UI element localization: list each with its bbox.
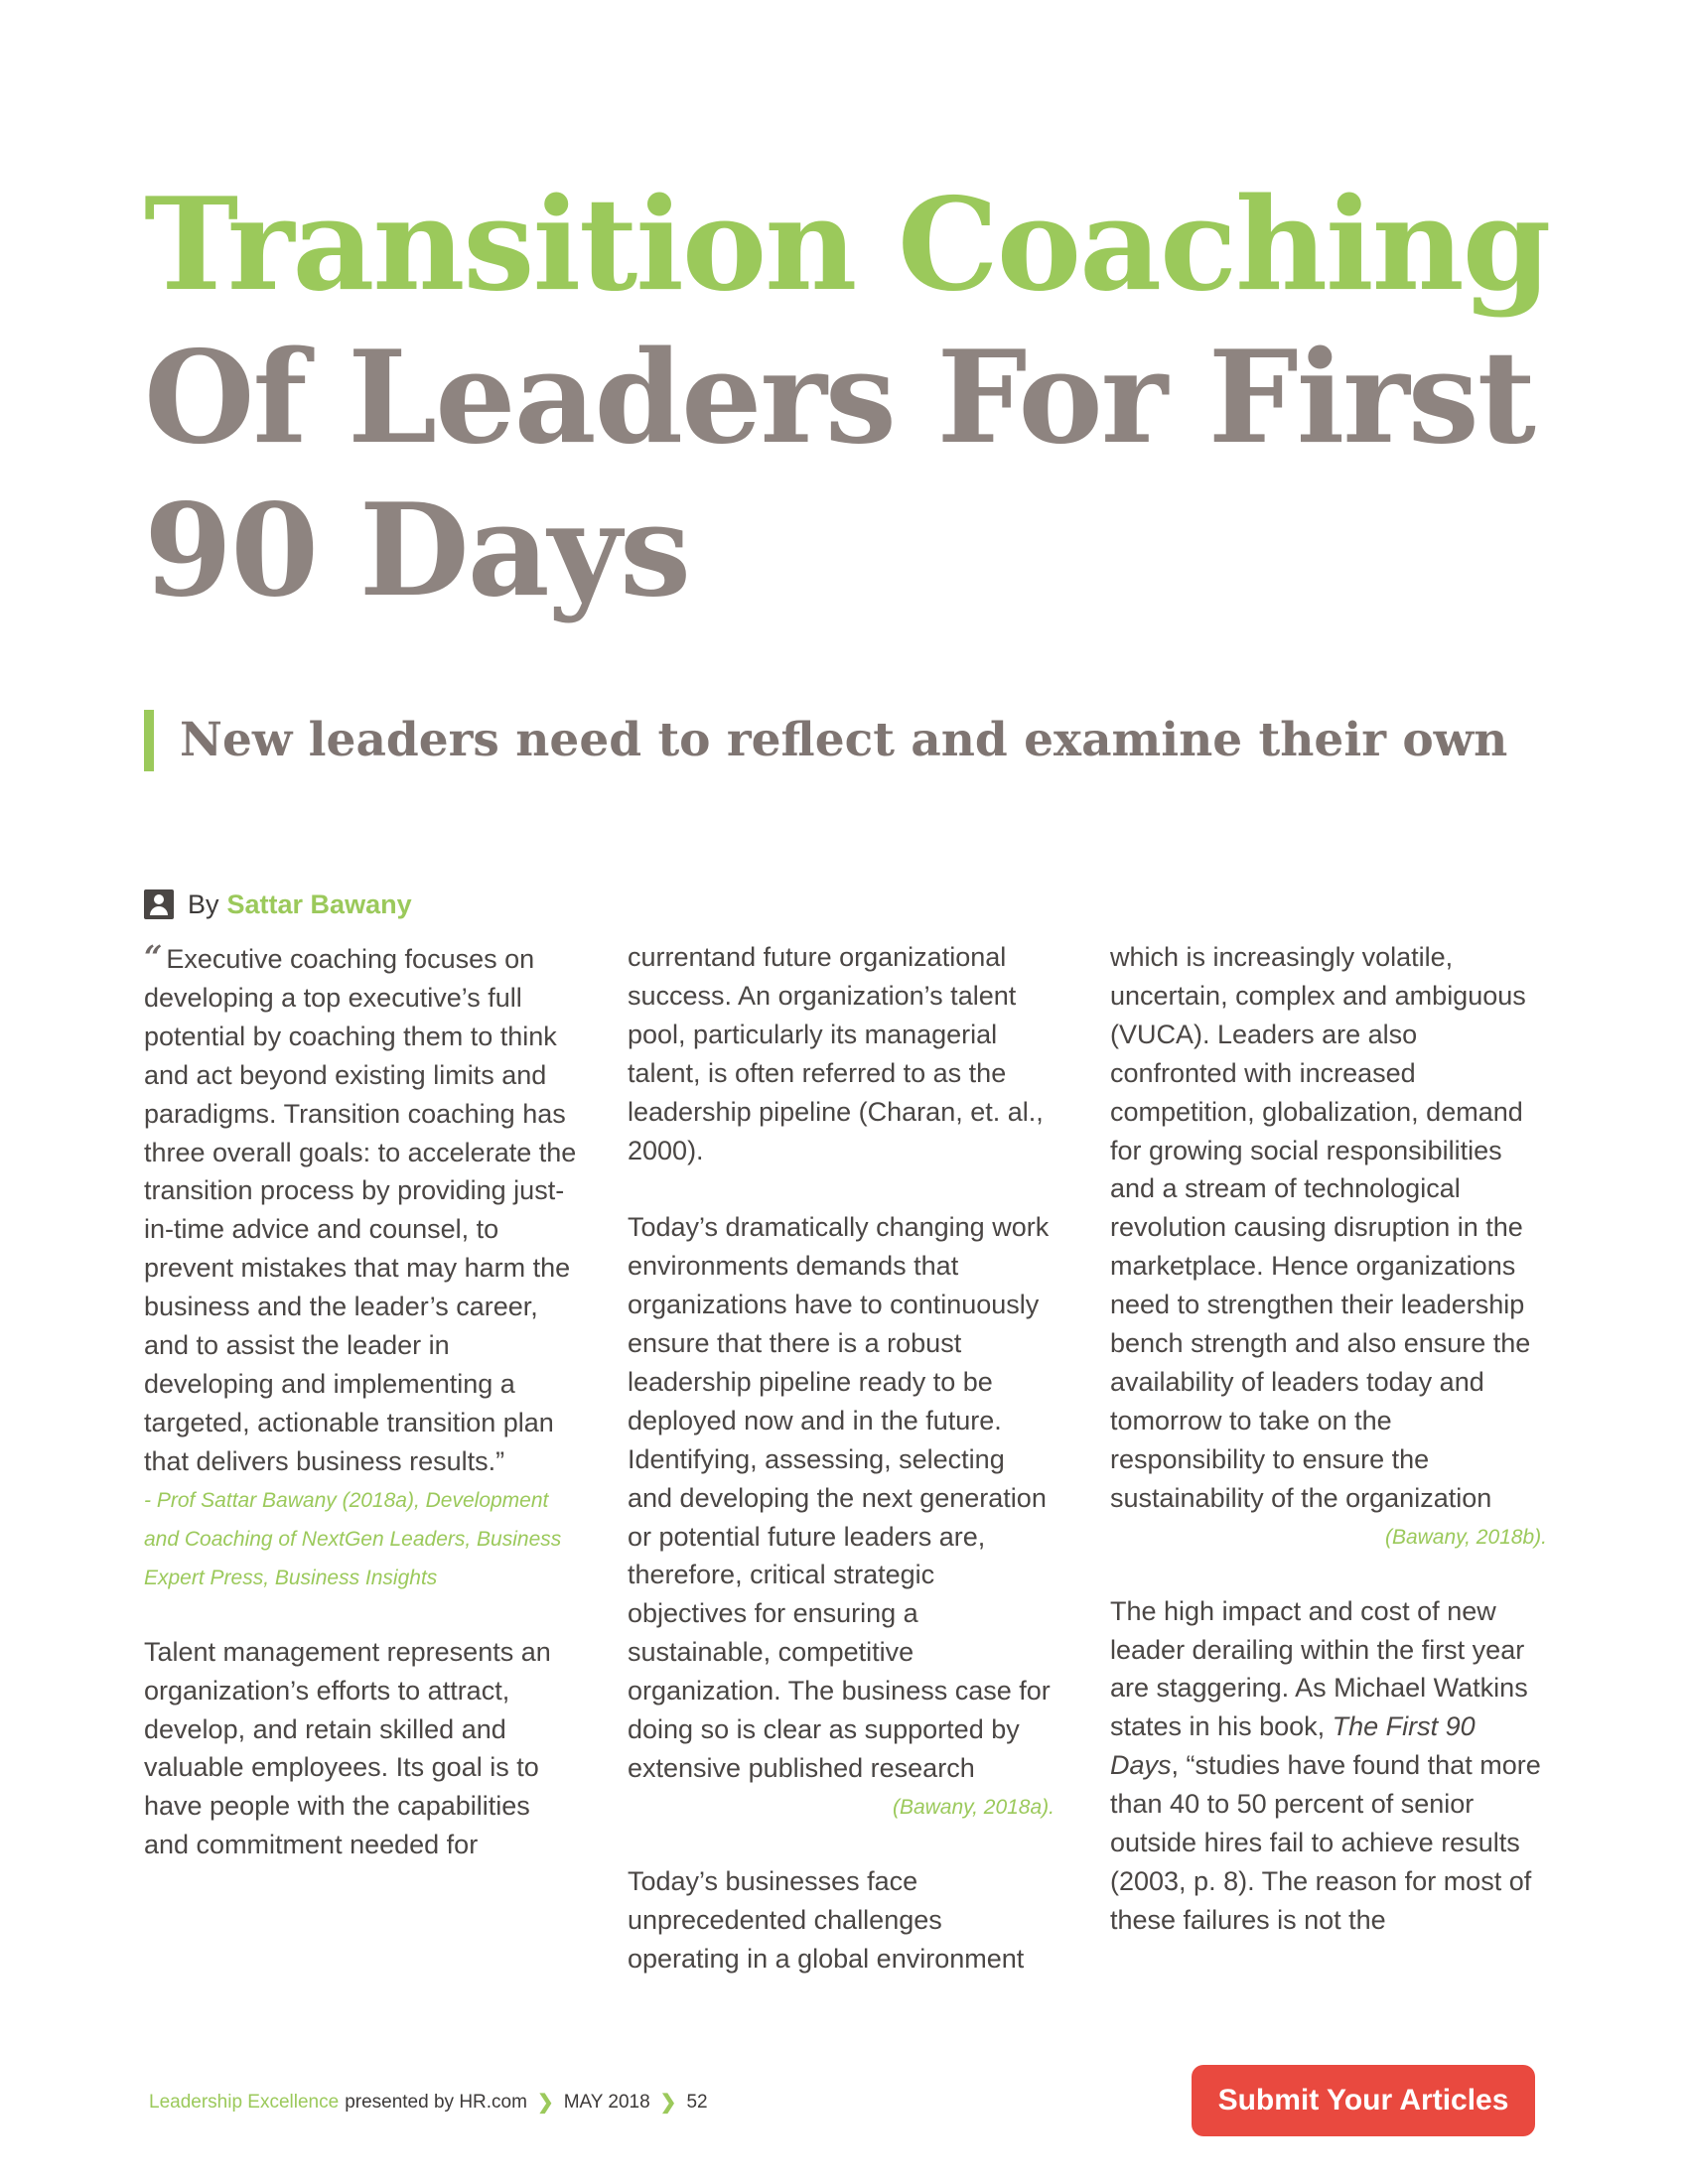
paragraph: Today’s dramatically changing work environments demands that organizations have to continuously ensure that there is a robust leadership pipeline ready to be deployed now and in the future. Identifying, assessing, selecting and developing the next generation or potential future leaders are, therefore, critical strategic objectives for ensuring a sustainable, competitive organization. The business case for doing so is clear as supported by extensive published research <box>628 1212 1051 1784</box>
user-icon <box>144 889 174 919</box>
opening-quote <box>144 938 581 1481</box>
page-number: 52 <box>686 2091 708 2113</box>
title-line-2: Of Leaders For First <box>144 324 1534 473</box>
column-3 <box>1110 938 1547 1940</box>
byline-prefix: By <box>188 888 219 919</box>
paragraph: which is increasingly volatile, uncertain, complex and ambiguous (VUCA). Leaders are also confronted with increased competition, globalization, demand for growing social responsibilities and a stream of technological revolution causing disruption in the marketplace. Hence organizations need to strengthen their leadership bench strength and also ensure the availability of leaders today and tomorrow to take on the responsibility to ensure the sustainability of the organization <box>1110 942 1531 1513</box>
quote-mark-icon: “ <box>144 938 163 976</box>
paragraph: currentand future organizational success. An organization’s talent pool, particularly its managerial talent, is often referred to as the leadership pipeline (Charan, et. al., 2000). <box>628 942 1044 1165</box>
citation: (Bawany, 2018a). <box>892 1795 1055 1819</box>
page-footer <box>149 2090 708 2115</box>
citation: (Bawany, 2018b). <box>1384 1525 1547 1549</box>
author-name: Sattar Bawany <box>226 888 412 919</box>
footer-presented: presented by HR.com <box>345 2091 527 2113</box>
paragraph: Today’s businesses face unprecedented challenges operating in a global environment <box>628 1865 1025 1974</box>
byline <box>144 887 412 922</box>
footer-issue: MAY 2018 <box>563 2091 650 2113</box>
title-line-1: Transition Coaching <box>144 171 1550 320</box>
chevron-right-icon: ❯ <box>659 2092 677 2114</box>
title-line-3: 90 Days <box>144 477 690 625</box>
paragraph: Talent management represents an organization’s efforts to attract, develop, and retain skilled and valuable employees. Its goal is to have people with the capabilities and commitment needed for <box>144 1636 551 1860</box>
paragraph: The high impact and cost of new leader derailing within the first year are staggering. As Michael Watkins states in his book, The First 90 Days, “studies have found that more than 40 to 50 percent of senior outside hires fail to achieve results (2003, p. 8). The reason for most of these failures is not the <box>1110 1595 1541 1935</box>
quote-citation: - Prof Sattar Bawany (2018a), Development and Coaching of NextGen Leaders, Business Expert Press, Business Insights <box>144 1488 562 1589</box>
article-title <box>144 169 1584 627</box>
chevron-right-icon: ❯ <box>536 2092 554 2114</box>
column-2 <box>628 938 1055 1979</box>
quote-text: Executive coaching focuses on developing a top executive’s full potential by coaching them to think and act beyond existing limits and paradigms. Transition coaching has three overall goals: to accelerate the transition process by providing just-in-time advice and counsel, to prevent mistakes that may harm the business and the leader’s career, and to assist the leader in developing and implementing a targeted, actionable transition plan that delivers business results.” <box>144 944 577 1476</box>
footer-brand: Leadership Excellence <box>149 2091 340 2113</box>
column-1 <box>144 938 581 1864</box>
book-title: The First 90 Days <box>1110 1711 1476 1781</box>
article-subtitle: New leaders need to reflect and examine their own <box>144 710 1507 771</box>
submit-articles-button[interactable]: Submit Your Articles <box>1192 2065 1535 2136</box>
